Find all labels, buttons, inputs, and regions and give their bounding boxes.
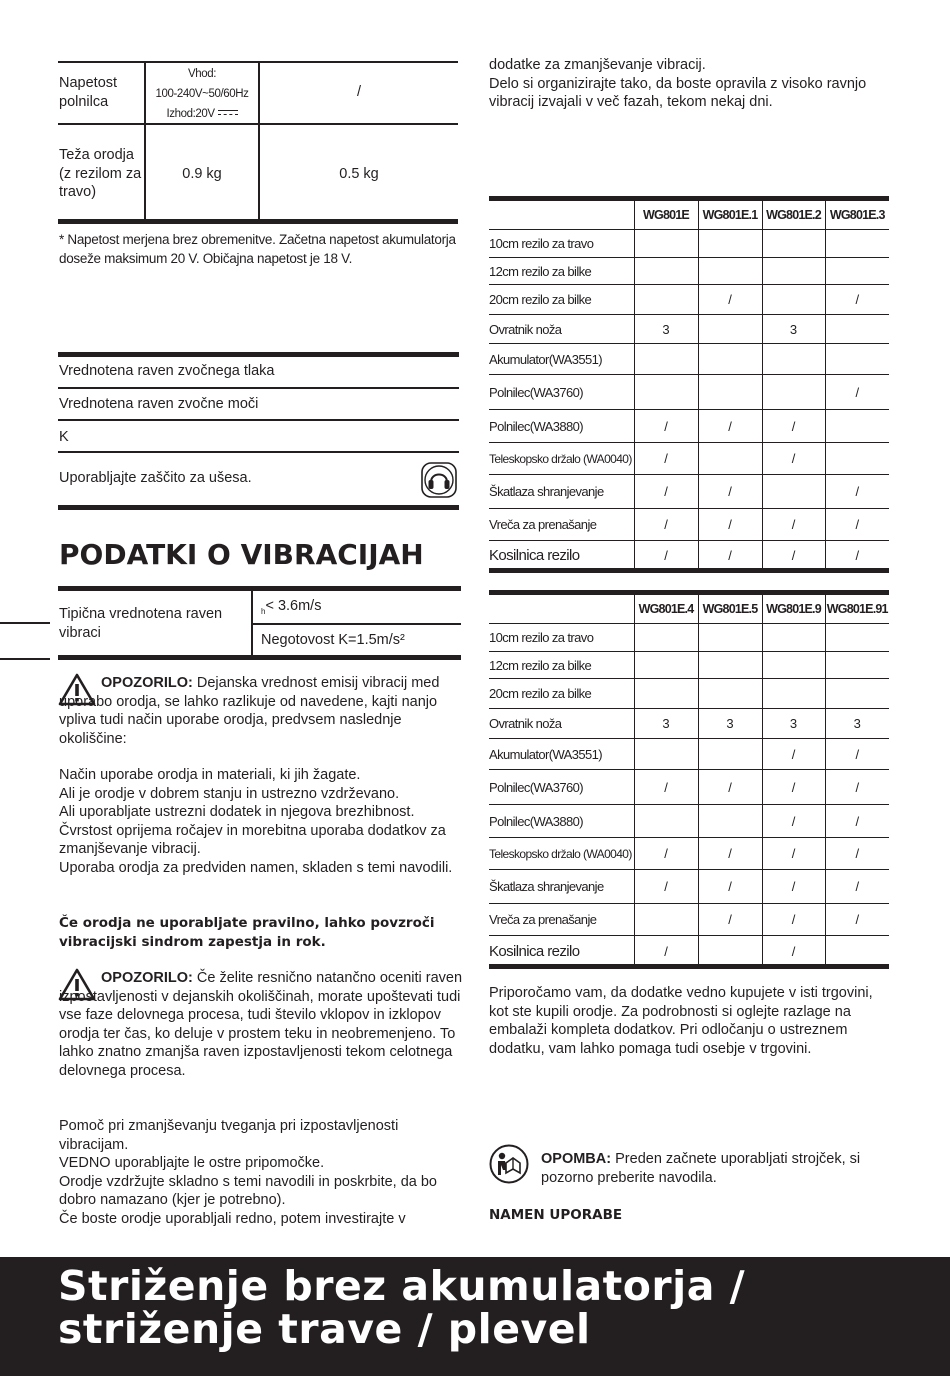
accessory-name: 10cm rezilo za travo (489, 624, 634, 652)
accessory-cell: / (634, 410, 698, 443)
accessory-cell (762, 344, 825, 375)
warning-1-label: OPOZORILO: (101, 675, 193, 691)
accessory-cell (825, 652, 889, 679)
margin-mark-2 (0, 658, 50, 660)
spec-weight-col2: 0.9 kg (182, 166, 222, 182)
accessory-row (489, 652, 889, 679)
accessory-cell: / (762, 541, 825, 571)
acc1-model-header: WG801E.2 (762, 201, 825, 230)
accessory-cell: / (634, 838, 698, 870)
accessory-cell: 3 (825, 709, 889, 739)
recommendation-text: Priporočamo vam, da dodatke vedno kupujete v isti trgovini, kot ste kupili orodje. Za podrobnosti si oglejte razlage na embalaži kompleta dodatkov. Pri odločanju o ustreznem dodatku, vam lahko pomaga tudi osebje v trgovini. (489, 985, 873, 1057)
spec-weight-col3: 0.5 kg (339, 166, 379, 182)
accessory-row (489, 509, 889, 541)
acc2-model-header: WG801E.4 (634, 595, 698, 624)
accessory-row (489, 936, 889, 968)
accessory-cell (698, 936, 762, 968)
noise-rule-1 (58, 387, 459, 389)
accessory-cell: 3 (698, 709, 762, 739)
accessory-cell: 3 (762, 315, 825, 344)
risk-item: VEDNO uporabljajte le ostre pripomočke. (59, 1155, 325, 1171)
accessory-cell (634, 904, 698, 936)
accessory-row (489, 230, 889, 258)
spec-weight-label: Teža orodja (z rezilom za travo) (59, 147, 142, 200)
noise-k-label: K (59, 429, 69, 445)
voltage-footnote: * Napetost merjena brez obremenitve. Začetna napetost akumulatorja doseže maksimum 20 V. Običajna napetost je 18 V. (59, 232, 456, 266)
vibration-top-rule (58, 586, 461, 591)
accessory-cell: 3 (634, 315, 698, 344)
accessory-cell (825, 936, 889, 968)
accessory-name: 12cm rezilo za bilke (489, 258, 634, 285)
accessory-cell: / (698, 541, 762, 571)
accessory-cell: / (825, 375, 889, 410)
accessory-cell: / (762, 805, 825, 838)
accessory-row (489, 443, 889, 475)
accessory-name: 10cm rezilo za travo (489, 230, 634, 258)
accessory-cell: / (825, 838, 889, 870)
note-text: Preden začnete uporabljati strojček, si pozorno preberite navodila. (541, 1151, 861, 1186)
spec-input-line1: Vhod: (187, 68, 217, 80)
accessory-cell: / (762, 904, 825, 936)
right-top-line: dodatke za zmanjševanje vibracij. (489, 57, 706, 73)
risk-list (59, 1117, 454, 1228)
accessory-name: Polnilec(WA3880) (489, 805, 634, 838)
risk-item: Če boste orodje uporabljali redno, potem investirajte v (59, 1210, 406, 1227)
accessory-cell: / (825, 475, 889, 509)
footer-title-line-2: striženje trave / plevel (58, 1305, 591, 1353)
accessory-cell: / (762, 838, 825, 870)
accessory-cell: / (825, 541, 889, 571)
accessory-cell (762, 375, 825, 410)
accessory-cell (698, 344, 762, 375)
accessory-cell (634, 230, 698, 258)
accessory-cell: / (762, 936, 825, 968)
accessory-row (489, 770, 889, 805)
warning-2-label: OPOZORILO: (101, 970, 193, 986)
accessory-cell (762, 624, 825, 652)
bold-warning: Če orodja ne uporabljate pravilno, lahko povzroči vibracijski sindrom zapestja in rok. (59, 915, 435, 950)
accessory-cell: / (825, 870, 889, 904)
accessory-cell (762, 679, 825, 709)
accessory-name: Kosilnica rezilo (489, 541, 634, 571)
accessory-cell (698, 315, 762, 344)
accessory-cell: 3 (634, 709, 698, 739)
accessory-cell: / (825, 509, 889, 541)
accessory-cell: / (698, 509, 762, 541)
vibration-value-text: < 3.6m/s (265, 598, 322, 614)
acc2-model-header: WG801E.5 (698, 595, 762, 624)
circumstance-item: Način uporabe orodja in materiali, ki jih žagate. (59, 767, 361, 783)
accessory-name: Akumulator(WA3551) (489, 739, 634, 770)
accessory-cell: / (634, 509, 698, 541)
accessory-cell (634, 258, 698, 285)
accessory-row (489, 541, 889, 571)
accessory-cell (762, 258, 825, 285)
spec-voltage-label: Napetost polnilca (59, 75, 118, 110)
accessory-cell: / (634, 541, 698, 571)
accessories-table-1 (489, 201, 889, 571)
warning-1-paragraph (59, 674, 461, 748)
footer-banner (0, 1257, 950, 1376)
intended-use-heading: NAMEN UPORABE (489, 1207, 623, 1223)
accessory-row (489, 375, 889, 410)
accessory-cell: / (698, 410, 762, 443)
accessory-cell (825, 624, 889, 652)
acc1-header-blank (489, 201, 634, 230)
accessory-cell (825, 344, 889, 375)
vibration-mid-rule (251, 623, 461, 625)
accessory-cell: / (698, 870, 762, 904)
accessory-cell (762, 230, 825, 258)
accessory-cell: / (762, 443, 825, 475)
accessory-row (489, 709, 889, 739)
accessory-name: Polnilec(WA3880) (489, 410, 634, 443)
accessory-cell: / (762, 870, 825, 904)
accessory-row (489, 904, 889, 936)
noise-power-label: Vrednotena raven zvočne moči (59, 396, 259, 412)
spec-output-line (146, 104, 258, 124)
accessory-cell (698, 443, 762, 475)
accessory-row (489, 285, 889, 315)
accessory-cell (825, 258, 889, 285)
accessory-cell (698, 652, 762, 679)
accessory-row (489, 838, 889, 870)
accessory-cell (698, 739, 762, 770)
accessory-name: Ovratnik noža (489, 709, 634, 739)
right-top-text (489, 56, 889, 112)
accessory-cell (698, 230, 762, 258)
accessory-cell (762, 285, 825, 315)
accessory-cell: / (698, 475, 762, 509)
accessory-cell: / (825, 285, 889, 315)
accessory-name: Polnilec(WA3760) (489, 770, 634, 805)
accessory-row (489, 805, 889, 838)
accessory-cell (634, 624, 698, 652)
circumstances-list (59, 766, 464, 877)
accessory-cell (698, 624, 762, 652)
accessory-row (489, 410, 889, 443)
vibration-heading: PODATKI O VIBRACIJAH (59, 538, 424, 571)
warning-1-text: Dejanska vrednost emisij vibracij med uporabo orodja, se lahko razlikuje od navedene, kajti nanjo vpliva tudi način uporabe orodja, predvsem naslednje okoliščine: (59, 675, 440, 747)
accessory-cell: / (634, 870, 698, 904)
read-manual-icon (489, 1144, 529, 1184)
accessory-cell (698, 258, 762, 285)
accessory-cell: / (825, 805, 889, 838)
accessory-name: Teleskopsko držalo (WA0040) (489, 838, 634, 870)
accessory-cell: / (698, 285, 762, 315)
spec-output-text: Izhod:20V (166, 108, 215, 120)
accessory-cell: / (762, 410, 825, 443)
accessory-cell: / (762, 739, 825, 770)
accessory-cell: / (634, 936, 698, 968)
accessory-cell (762, 652, 825, 679)
accessory-name: Teleskopsko držalo (WA0040) (489, 443, 634, 475)
accessory-cell (825, 679, 889, 709)
dc-symbol-icon (218, 110, 238, 117)
accessory-row (489, 344, 889, 375)
acc1-model-header: WG801E.1 (698, 201, 762, 230)
accessory-row (489, 258, 889, 285)
accessory-row (489, 624, 889, 652)
accessory-row (489, 475, 889, 509)
spec-input-line2: 100-240V~50/60Hz (155, 88, 249, 100)
accessory-row (489, 315, 889, 344)
acc2-model-header: WG801E.9 (762, 595, 825, 624)
accessory-cell: / (698, 770, 762, 805)
accessory-name: Vreča za prenašanje (489, 509, 634, 541)
accessory-cell (698, 805, 762, 838)
noise-rule-3 (58, 451, 459, 453)
acc1-model-header: WG801E.3 (825, 201, 889, 230)
footer-title-line-1: Striženje brez akumulatorja / (58, 1262, 746, 1310)
accessory-name: Ovratnik noža (489, 315, 634, 344)
accessory-name: 12cm rezilo za bilke (489, 652, 634, 679)
accessory-cell (825, 230, 889, 258)
accessory-cell: / (634, 770, 698, 805)
noise-top-rule (58, 352, 459, 357)
vibration-bottom-rule (58, 655, 461, 660)
vibration-uncertainty: Negotovost K=1.5m/s² (261, 632, 405, 648)
spec-voltage-values (146, 64, 258, 124)
acc2-model-header: WG801E.91 (825, 595, 889, 624)
ear-protection-label: Uporabljajte zaščito za ušesa. (59, 470, 252, 486)
noise-bottom-rule (58, 505, 459, 510)
vibration-value (261, 597, 321, 621)
accessory-cell (698, 679, 762, 709)
accessory-cell (634, 375, 698, 410)
right-top-line: Delo si organizirajte tako, da boste opravila z visoko ravnjo vibracij izvajali v več fazah, tekom nekaj dni. (489, 75, 867, 110)
accessory-cell (825, 443, 889, 475)
noise-rule-2 (58, 419, 459, 421)
accessory-cell (634, 739, 698, 770)
accessories-table-2 (489, 595, 889, 968)
accessory-cell: / (825, 904, 889, 936)
accessory-cell: / (825, 739, 889, 770)
accessory-row (489, 739, 889, 770)
accessory-name: 20cm rezilo za bilke (489, 679, 634, 709)
note-label: OPOMBA: (541, 1151, 612, 1167)
accessory-cell: / (634, 475, 698, 509)
accessory-cell: / (698, 838, 762, 870)
risk-item: Pomoč pri zmanjševanju tveganja pri izpostavljenosti vibracijam. (59, 1118, 399, 1153)
acc1-model-header: WG801E (634, 201, 698, 230)
circumstance-item: Ali uporabljate ustrezni dodatek in njegova brezhibnost. (59, 804, 415, 820)
accessory-cell: 3 (762, 709, 825, 739)
accessory-cell (698, 375, 762, 410)
spec-voltage-col3: / (356, 84, 362, 100)
risk-item: Orodje vzdržujte skladno s temi navodili in poskrbite, da bo dobro namazano (kjer je potrebno). (59, 1173, 437, 1208)
circumstance-item: Uporaba orodja za predviden namen, skladen s temi navodili. (59, 859, 453, 876)
accessory-name: 20cm rezilo za bilke (489, 285, 634, 315)
accessory-cell: / (762, 770, 825, 805)
vibration-subscript: h (261, 606, 266, 616)
circumstance-item: Čvrstost oprijema ročajev in morebitna uporaba dodatkov za zmanjševanje vibracij. (59, 822, 446, 857)
accessory-cell: / (762, 509, 825, 541)
accessory-cell (634, 805, 698, 838)
accessory-cell (634, 652, 698, 679)
accessory-cell: / (825, 770, 889, 805)
ear-protection-icon (421, 462, 457, 498)
accessory-name: Polnilec(WA3760) (489, 375, 634, 410)
accessory-row (489, 679, 889, 709)
accessory-cell: / (698, 904, 762, 936)
accessory-cell (825, 315, 889, 344)
acc2-header-blank (489, 595, 634, 624)
accessory-cell (634, 285, 698, 315)
circumstance-item: Ali je orodje v dobrem stanju in ustrezno vzdrževano. (59, 785, 400, 802)
noise-pressure-label: Vrednotena raven zvočnega tlaka (59, 363, 275, 379)
accessory-cell: / (634, 443, 698, 475)
warning-2-text: Če želite resnično natančno oceniti raven izpostavljenosti v dejanskih okoliščinah, morate upoštevati tudi vse faze delovnega procesa, tudi število vklopov in izklopov orodja ter čas, ko deluje v prostem teku in neobremenjeno. To lahko znatno zmanjša raven izpostavljenosti tekom celotnega delovnega procesa. (59, 970, 463, 1079)
accessory-row (489, 870, 889, 904)
accessory-cell (825, 410, 889, 443)
accessory-name: Vreča za prenašanje (489, 904, 634, 936)
warning-2-paragraph (59, 969, 464, 1080)
acc1-bottom-rule (489, 568, 889, 573)
accessory-cell (762, 475, 825, 509)
accessory-cell (634, 679, 698, 709)
vibration-label: Tipična vrednotena raven vibraci (59, 606, 223, 641)
margin-mark-1 (0, 622, 50, 624)
acc2-bottom-rule (489, 964, 889, 969)
accessory-name: Škatlaza shranjevanje (489, 475, 634, 509)
accessory-name: Škatlaza shranjevanje (489, 870, 634, 904)
accessory-name: Akumulator(WA3551) (489, 344, 634, 375)
accessory-cell (634, 344, 698, 375)
footer-title (58, 1262, 746, 1353)
note-paragraph (541, 1150, 886, 1187)
accessory-name: Kosilnica rezilo (489, 936, 634, 968)
